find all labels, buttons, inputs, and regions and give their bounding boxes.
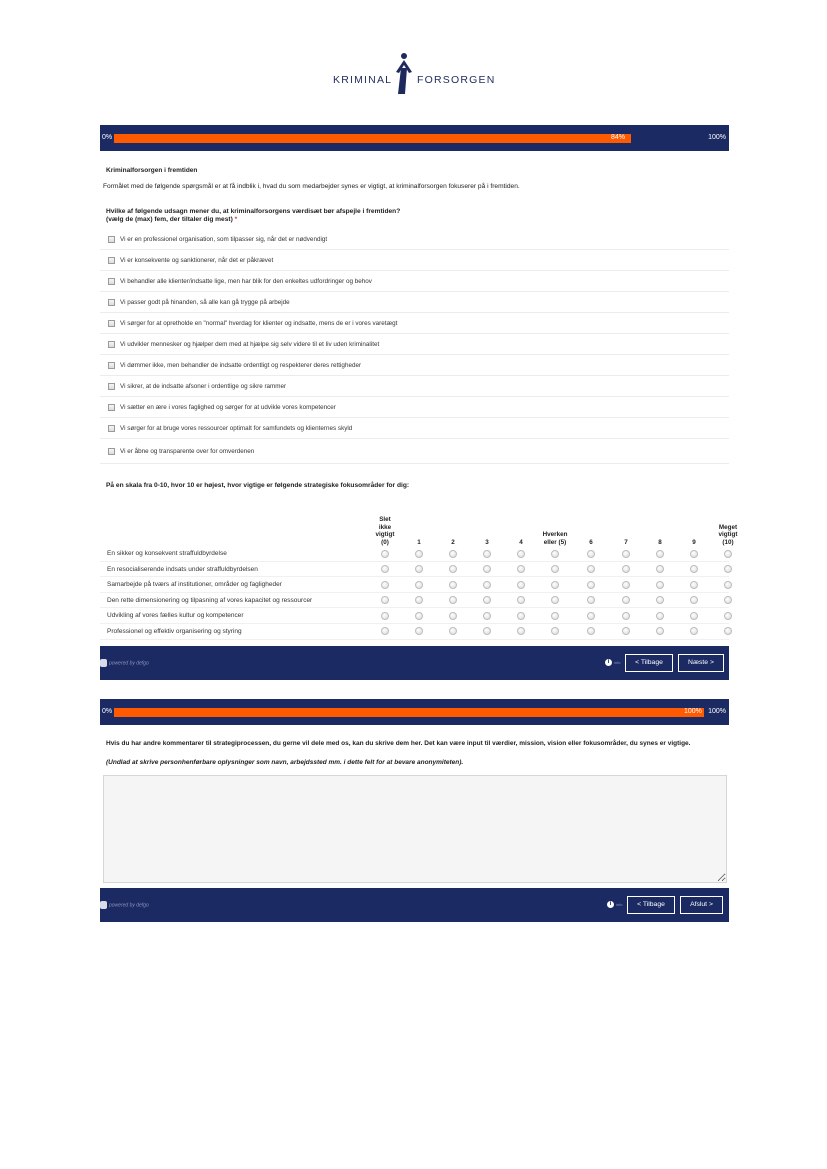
scale-column-header-line: Hverken <box>542 531 568 538</box>
scale-column-header <box>711 524 745 547</box>
page-footer-2 <box>100 888 729 922</box>
progress-fill <box>114 134 631 143</box>
scale-column-header-line: 4 <box>519 538 523 546</box>
rating-radio[interactable] <box>381 550 389 558</box>
scale-column-header-line: Slet <box>379 516 391 523</box>
scale-question: På en skala fra 0-10, hvor 10 er højest, hvor vigtige er følgende strategiske fokusområder for dig: <box>106 482 410 489</box>
scale-column-header-line: 6 <box>589 538 593 546</box>
rating-row <box>100 562 729 578</box>
logo-right-word: FORSORGEN <box>417 74 496 86</box>
back-button[interactable]: < Tilbage <box>625 654 673 672</box>
survey-page-1 <box>100 125 738 680</box>
scale-column-header-line: Meget <box>718 523 738 531</box>
scale-column-header-line: vigtigt <box>375 531 395 538</box>
values-option-label: Vi sikrer, at de indsatte afsoner i ordentlige og sikre rammer <box>120 382 287 390</box>
rating-radio[interactable] <box>656 596 664 604</box>
rating-radio[interactable] <box>381 612 389 620</box>
rating-row-label: En resocialiserende indsats under straffuldbyrdelsen <box>107 565 258 573</box>
comment-question: Hvis du har andre kommentarer til strategiprocessen, du gerne vil dele med os, kan du skrive dem her. Det kan være input til værdier, mission, vision eller fokusområder, du synes er vigtige. <box>106 740 691 747</box>
rating-radio[interactable] <box>622 612 630 620</box>
scale-column-header-line: vigtigt <box>718 531 738 538</box>
rating-radio[interactable] <box>381 565 389 573</box>
page-footer <box>100 646 729 680</box>
rating-radio[interactable] <box>483 612 491 620</box>
rating-radio[interactable] <box>449 596 457 604</box>
values-option-label: Vi sørger for at bruge vores ressourcer optimalt for samfundets og klienternes skyld <box>120 424 353 432</box>
rating-radio[interactable] <box>551 627 559 635</box>
rating-row-label: En sikker og konsekvent straffuldbyrdelse <box>107 550 227 557</box>
values-option-label: Vi passer godt på hinanden, så alle kan gå trygge på arbejde <box>120 298 290 306</box>
rating-radio[interactable] <box>551 550 559 558</box>
rating-radio[interactable] <box>517 550 525 558</box>
back-button[interactable]: < Tilbage <box>627 896 675 914</box>
rating-row-label: Samarbejde på tværs af institutioner, områder og fagligheder <box>107 581 282 589</box>
rating-radio[interactable] <box>449 565 457 573</box>
rating-radio[interactable] <box>656 627 664 635</box>
scale-column-header-line: 7 <box>624 538 628 546</box>
values-option-label: Vi udvikler mennesker og hjælper dem med at hjælpe sig selv videre til et liv uden kriminalitet <box>120 340 380 348</box>
rating-radio[interactable] <box>656 550 664 558</box>
values-option-label: Vi er en professionel organisation, som tilpasser sig, når det er nødvendigt <box>120 235 328 243</box>
scale-column-header <box>538 531 572 546</box>
rating-row-label: Udvikling af vores fælles kultur og kompetencer <box>107 612 244 620</box>
rating-radio[interactable] <box>587 581 595 589</box>
finish-button[interactable]: Afslut > <box>680 896 723 914</box>
rating-radio[interactable] <box>656 581 664 589</box>
info-text[interactable]: info <box>614 660 621 665</box>
rating-radio[interactable] <box>483 581 491 589</box>
rating-radio[interactable] <box>381 627 389 635</box>
rating-radio[interactable] <box>724 612 732 620</box>
scale-column-header-line: eller (5) <box>543 538 567 546</box>
rating-radio[interactable] <box>415 581 423 589</box>
values-option[interactable] <box>100 334 729 355</box>
scale-column-header <box>677 539 711 547</box>
info-icon[interactable]: i <box>605 659 612 666</box>
values-option[interactable] <box>100 355 729 376</box>
rating-radio[interactable] <box>517 612 525 620</box>
rating-radio[interactable] <box>656 612 664 620</box>
checkbox[interactable] <box>108 383 115 390</box>
rating-radio[interactable] <box>551 596 559 604</box>
rating-radio[interactable] <box>449 550 457 558</box>
progress-bar-2 <box>100 699 729 725</box>
rating-radio[interactable] <box>551 565 559 573</box>
rating-radio[interactable] <box>483 565 491 573</box>
rating-radio[interactable] <box>724 565 732 573</box>
rating-radio[interactable] <box>415 550 423 558</box>
rating-radio[interactable] <box>517 627 525 635</box>
checkbox[interactable] <box>108 448 115 455</box>
checkbox[interactable] <box>108 320 115 327</box>
scale-column-header-line: 1 <box>417 538 421 546</box>
checkbox[interactable] <box>108 425 115 432</box>
checkbox[interactable] <box>108 341 115 348</box>
rating-radio[interactable] <box>690 596 698 604</box>
rating-row <box>100 593 729 609</box>
comment-textarea[interactable] <box>103 775 727 883</box>
rating-radio[interactable] <box>724 596 732 604</box>
values-option-label: Vi sætter en ære i vores faglighed og sørger for at udvikle vores kompetencer <box>120 403 336 411</box>
rating-radio[interactable] <box>587 596 595 604</box>
rating-row-label: Den rette dimensionering og tilpasning af vores kapacitet og ressourcer <box>107 596 313 604</box>
scale-column-header-line: (10) <box>722 538 734 546</box>
values-option-label: Vi er åbne og transparente over for omverdenen <box>120 447 255 455</box>
rating-row <box>100 608 729 624</box>
scale-column-header-line: ikke <box>378 523 392 531</box>
values-question-line2: (vælg de (max) fem, der tiltaler dig mest) <box>106 216 233 223</box>
rating-radio[interactable] <box>690 612 698 620</box>
values-option[interactable] <box>100 229 729 250</box>
defgo-icon <box>100 659 107 667</box>
rating-radio[interactable] <box>449 627 457 635</box>
values-option[interactable] <box>100 418 729 439</box>
values-option[interactable] <box>100 292 729 313</box>
progress-end-label: 100% <box>708 134 726 141</box>
required-marker: * <box>234 216 238 223</box>
rating-radio[interactable] <box>483 627 491 635</box>
rating-radio[interactable] <box>483 550 491 558</box>
rating-radio[interactable] <box>517 565 525 573</box>
scale-column-header <box>643 539 677 547</box>
rating-radio[interactable] <box>690 581 698 589</box>
values-option-label: Vi dømmer ikke, men behandler de indsatte ordentligt og respekterer deres rettigheder <box>120 361 362 369</box>
rating-radio[interactable] <box>690 565 698 573</box>
rating-radio[interactable] <box>415 565 423 573</box>
powered-by <box>100 901 149 909</box>
progress-start-label: 0% <box>102 708 113 715</box>
values-option-label: Vi er konsekvente og sanktionerer, når det er påkrævet <box>120 256 274 264</box>
rating-radio[interactable] <box>381 581 389 589</box>
rating-radio[interactable] <box>656 565 664 573</box>
powered-by-text: powered by defgo <box>109 660 149 667</box>
values-option-label: Vi sørger for at opretholde en "normal" hverdag for klienter og indsatte, mens de er i vores varetægt <box>120 319 398 327</box>
scale-column-header-line: 3 <box>485 538 489 546</box>
rating-radio[interactable] <box>622 627 630 635</box>
rating-row <box>100 577 729 593</box>
values-option[interactable] <box>100 271 729 292</box>
scale-column-header-line: 9 <box>692 538 696 546</box>
rating-radio[interactable] <box>724 627 732 635</box>
checkbox[interactable] <box>108 404 115 411</box>
checkbox[interactable] <box>108 236 115 243</box>
values-option[interactable] <box>100 376 729 397</box>
survey-page-2 <box>100 699 729 921</box>
progress-value-label: 100% <box>684 708 702 715</box>
next-button[interactable]: Næste > <box>678 654 724 672</box>
values-option[interactable] <box>100 397 729 418</box>
rating-radio[interactable] <box>724 550 732 558</box>
logo-left-word: KRIMINAL <box>333 74 393 86</box>
rating-radio[interactable] <box>622 550 630 558</box>
values-question <box>106 208 400 224</box>
kriminalforsorgen-logo <box>333 52 496 94</box>
rating-radio[interactable] <box>415 612 423 620</box>
checkbox[interactable] <box>108 362 115 369</box>
logo-figure-icon <box>393 52 415 94</box>
rating-grid-body <box>100 546 729 640</box>
powered-by <box>100 659 149 667</box>
rating-radio[interactable] <box>622 581 630 589</box>
progress-end-label: 100% <box>708 708 726 715</box>
scale-column-header <box>402 539 436 547</box>
scale-column-header <box>470 539 504 547</box>
rating-row-label: Professionel og effektiv organisering og styring <box>107 627 242 635</box>
rating-radio[interactable] <box>449 581 457 589</box>
rating-radio[interactable] <box>381 596 389 604</box>
intro-text: Formålet med de følgende spørgsmål er at få indblik i, hvad du som medarbejder synes er vigtigt, at kriminalforsorgen fokuserer på i fremtiden. <box>103 183 520 190</box>
checkbox[interactable] <box>108 278 115 285</box>
rating-radio[interactable] <box>517 596 525 604</box>
rating-grid <box>100 510 738 640</box>
scale-column-header <box>504 539 538 547</box>
checkbox[interactable] <box>108 257 115 264</box>
values-option[interactable] <box>100 250 729 271</box>
scale-column-header-line: 2 <box>451 538 455 546</box>
scale-column-header <box>609 539 643 547</box>
rating-radio[interactable] <box>587 550 595 558</box>
rating-radio[interactable] <box>415 596 423 604</box>
progress-fill <box>114 708 704 717</box>
rating-row <box>100 624 729 640</box>
info-text[interactable]: info <box>616 902 623 907</box>
section-title: Kriminalforsorgen i fremtiden <box>106 167 198 174</box>
scale-column-header-line: (0) <box>381 538 389 546</box>
scale-column-header <box>574 539 608 547</box>
rating-radio[interactable] <box>587 565 595 573</box>
rating-radio[interactable] <box>551 612 559 620</box>
rating-radio[interactable] <box>551 581 559 589</box>
values-option-label: Vi behandler alle klienter/indsatte lige, men har blik for den enkeltes udfordringer og behov <box>120 277 372 285</box>
progress-bar <box>100 125 729 151</box>
rating-radio[interactable] <box>483 596 491 604</box>
rating-grid-header <box>100 510 738 546</box>
rating-row <box>100 546 729 562</box>
values-option[interactable] <box>100 439 729 464</box>
progress-start-label: 0% <box>102 134 113 141</box>
rating-radio[interactable] <box>622 565 630 573</box>
rating-radio[interactable] <box>415 627 423 635</box>
powered-by-text: powered by defgo <box>109 902 149 909</box>
values-question-line1: Hvilke af følgende udsagn mener du, at kriminalforsorgens værdisæt bør afspejle i fremtiden? <box>106 208 401 215</box>
checkbox[interactable] <box>108 299 115 306</box>
progress-value-label: 84% <box>611 134 626 141</box>
comment-note: (Undlad at skrive personhenførbare oplysninger som navn, arbejdssted mm. i dette felt for at bevare anonymiteten). <box>106 759 464 766</box>
values-options-list <box>100 229 729 464</box>
rating-radio[interactable] <box>724 581 732 589</box>
info-icon[interactable]: i <box>607 901 614 908</box>
values-option[interactable] <box>100 313 729 334</box>
rating-radio[interactable] <box>587 612 595 620</box>
scale-column-header <box>436 539 470 547</box>
scale-column-header <box>368 516 402 546</box>
rating-radio[interactable] <box>622 596 630 604</box>
rating-radio[interactable] <box>690 627 698 635</box>
scale-column-header-line: 8 <box>658 538 662 546</box>
rating-radio[interactable] <box>690 550 698 558</box>
rating-radio[interactable] <box>517 581 525 589</box>
defgo-icon <box>100 901 107 909</box>
rating-radio[interactable] <box>587 627 595 635</box>
rating-radio[interactable] <box>449 612 457 620</box>
